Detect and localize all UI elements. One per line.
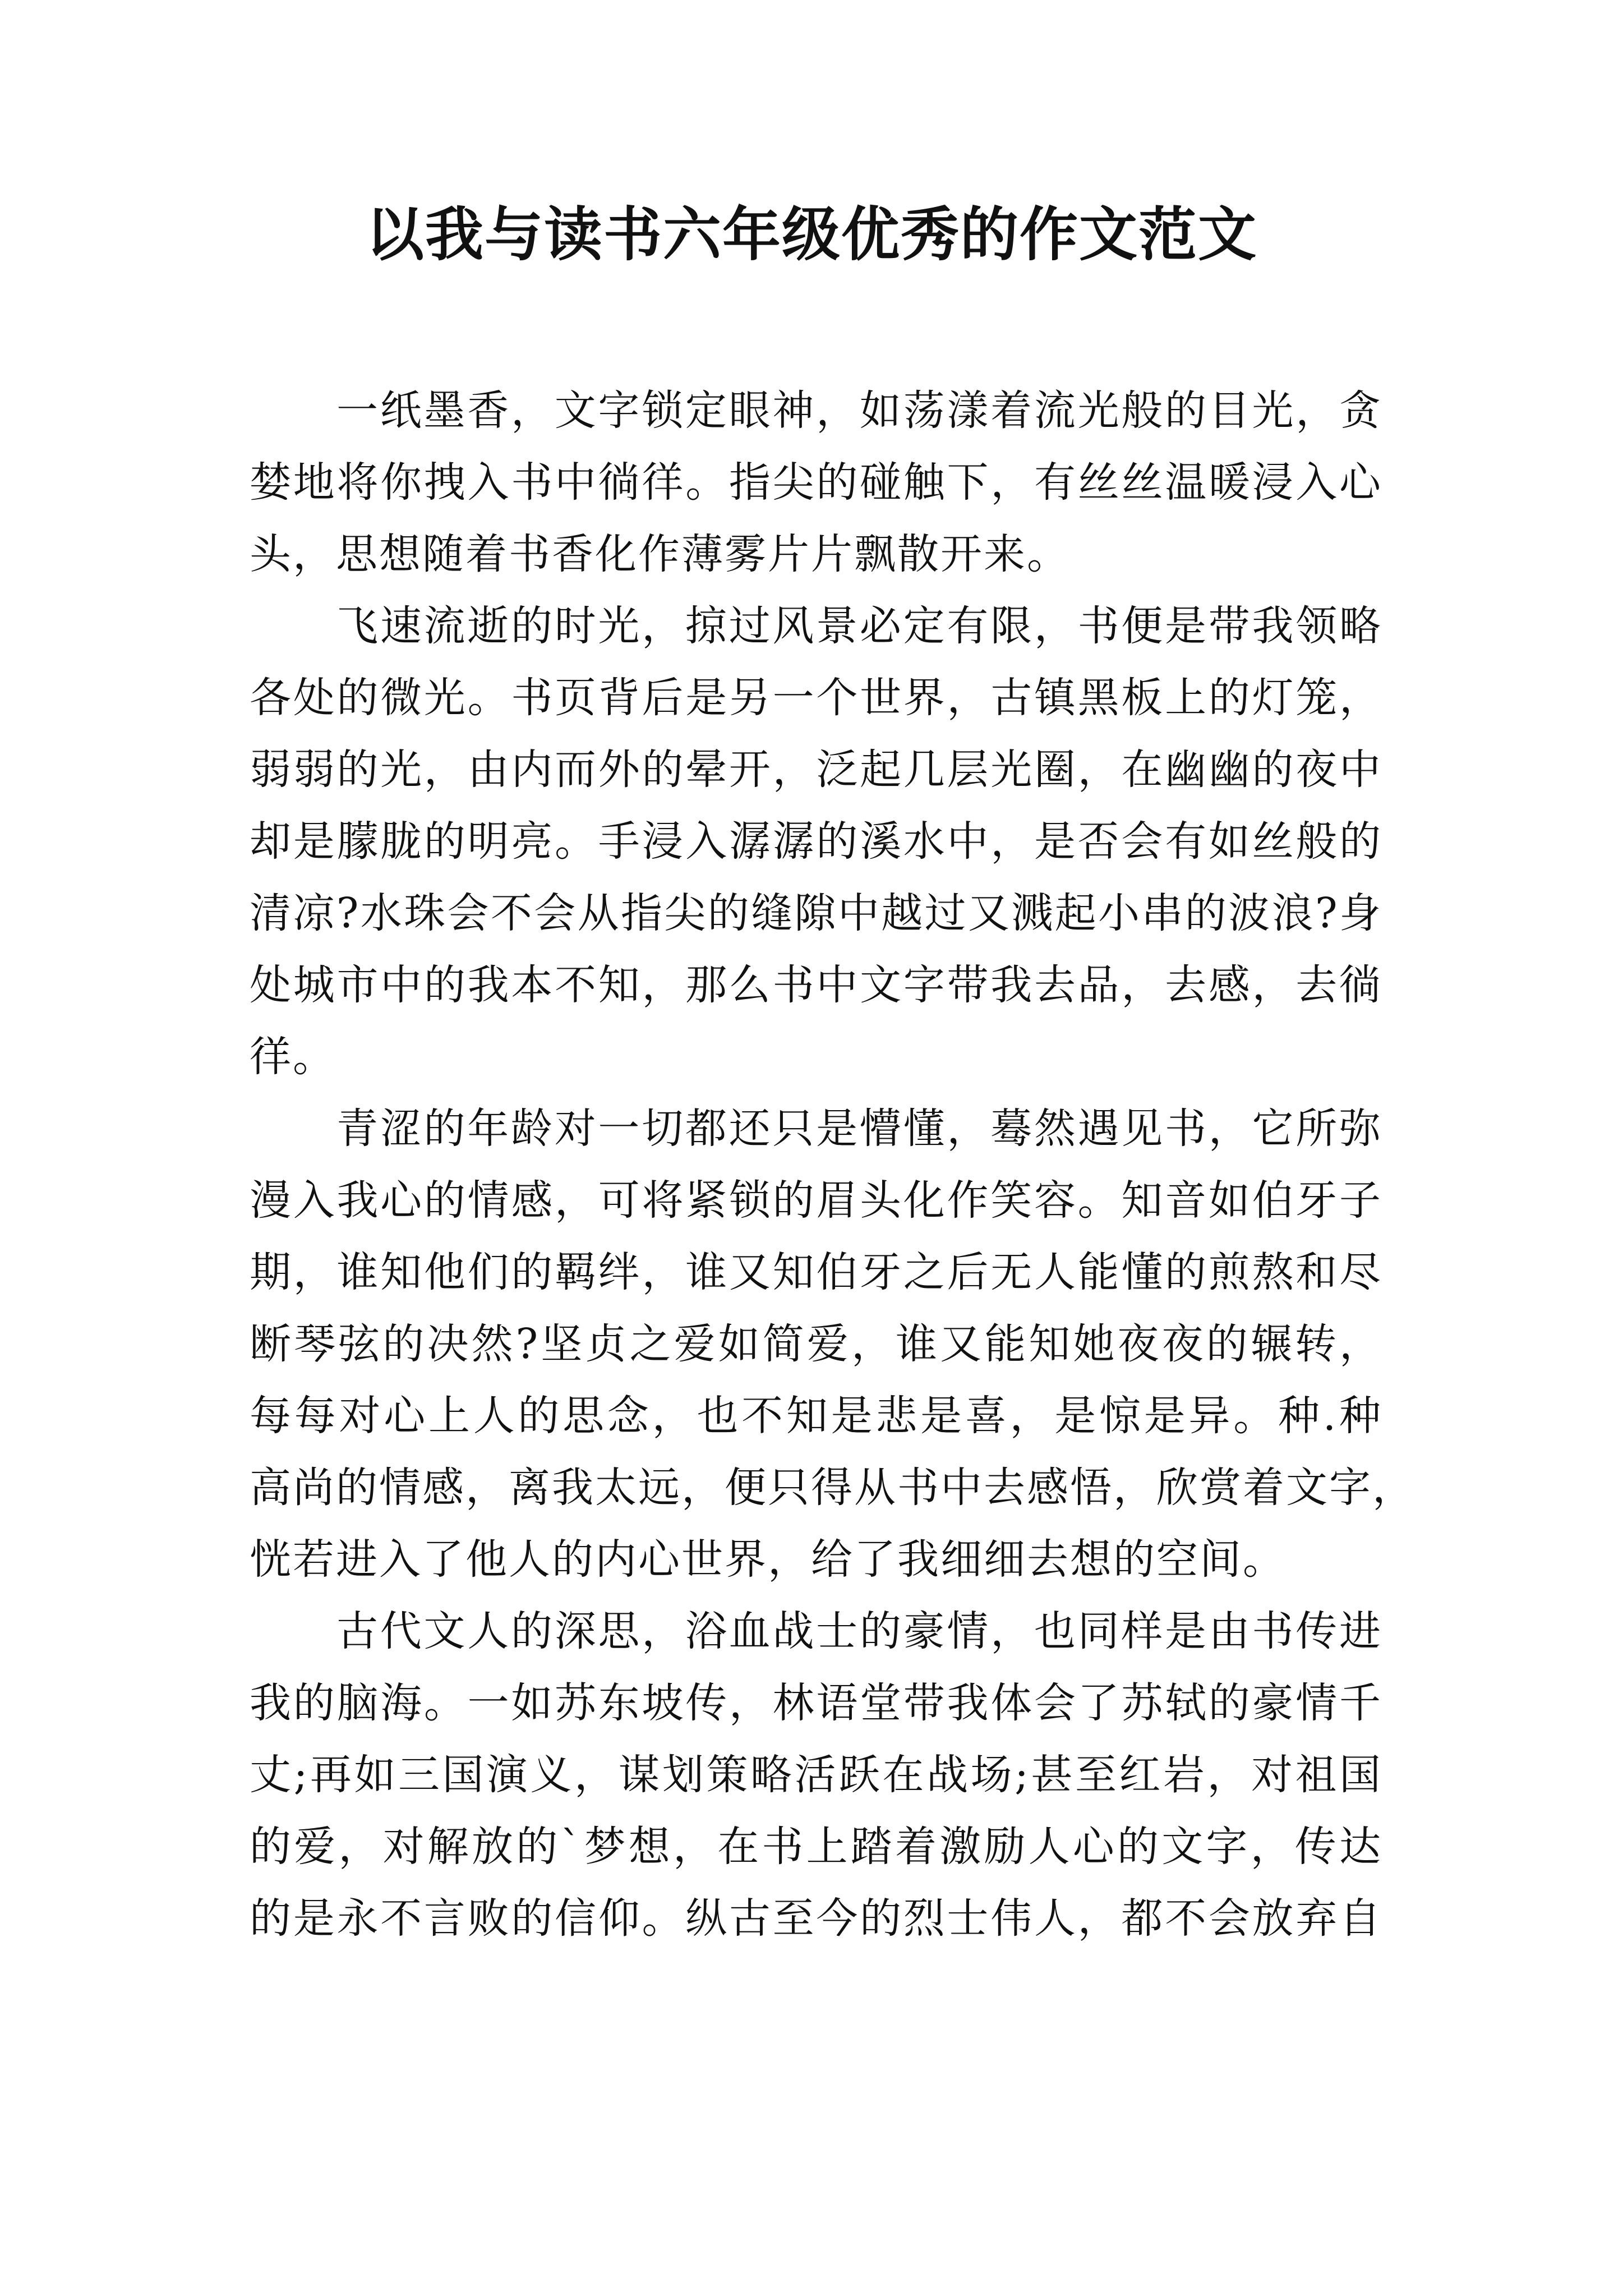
paragraph-2-line-6: 处城市中的我本不知，那么书中文字带我去品，去感，去徜 bbox=[250, 961, 1382, 1009]
paragraph-2-line-7: 徉。 bbox=[250, 1033, 336, 1081]
paragraph-1-line-2: 婪地将你拽入书中徜徉。指尖的碰触下，有丝丝温暖浸入心 bbox=[250, 458, 1382, 507]
paragraph-2-line-5: 清凉?水珠会不会从指尖的缝隙中越过又溅起小串的波浪?身 bbox=[250, 889, 1382, 937]
paragraph-3-line-7: 恍若进入了他人的内心世界，给了我细细去想的空间。 bbox=[250, 1535, 1286, 1584]
document-title: 以我与读书六年级优秀的作文范文 bbox=[365, 200, 1257, 269]
paragraph-3-line-3: 期，谁知他们的羁绊，谁又知伯牙之后无人能懂的煎熬和尽 bbox=[250, 1248, 1382, 1296]
paragraph-4-line-3: 丈;再如三国演义，谋划策略活跃在战场;甚至红岩，对祖国 bbox=[250, 1751, 1382, 1799]
paragraph-3-line-2: 漫入我心的情感，可将紧锁的眉头化作笑容。知音如伯牙子 bbox=[250, 1176, 1382, 1225]
paragraph-3-line-4: 断琴弦的决然?坚贞之爱如简爱，谁又能知她夜夜的辗转， bbox=[250, 1320, 1382, 1368]
paragraph-2-line-1: 飞速流逝的时光，掠过风景必定有限，书便是带我领略 bbox=[336, 602, 1382, 650]
paragraph-3-line-6: 高尚的情感，离我太远，便只得从书中去感悟，欣赏着文字， bbox=[250, 1464, 1415, 1512]
paragraph-2-line-4: 却是朦胧的明亮。手浸入潺潺的溪水中，是否会有如丝般的 bbox=[250, 817, 1382, 866]
paragraph-1-line-1: 一纸墨香，文字锁定眼神，如荡漾着流光般的目光，贪 bbox=[336, 386, 1382, 435]
paragraph-4-line-1: 古代文人的深思，浴血战士的豪情，也同样是由书传进 bbox=[336, 1607, 1382, 1655]
paragraph-4-line-4: 的爱，对解放的`梦想，在书上踏着激励人心的文字，传达 bbox=[250, 1823, 1382, 1871]
paragraph-4-line-5: 的是永不言败的信仰。纵古至今的烈士伟人，都不会放弃自 bbox=[250, 1894, 1382, 1943]
paragraph-4-line-2: 我的脑海。一如苏东坡传，林语堂带我体会了苏轼的豪情千 bbox=[250, 1679, 1382, 1727]
paragraph-2-line-2: 各处的微光。书页背后是另一个世界，古镇黑板上的灯笼， bbox=[250, 674, 1382, 722]
paragraph-3-line-1: 青涩的年龄对一切都还只是懵懂，蓦然遇见书，它所弥 bbox=[336, 1105, 1382, 1153]
paragraph-1-line-3: 头，思想随着书香化作薄雾片片飘散开来。 bbox=[250, 530, 1070, 578]
paragraph-2-line-3: 弱弱的光，由内而外的晕开，泛起几层光圈，在幽幽的夜中 bbox=[250, 746, 1382, 794]
paragraph-3-line-5: 每每对心上人的思念，也不知是悲是喜，是惊是异。种.种 bbox=[250, 1392, 1382, 1440]
